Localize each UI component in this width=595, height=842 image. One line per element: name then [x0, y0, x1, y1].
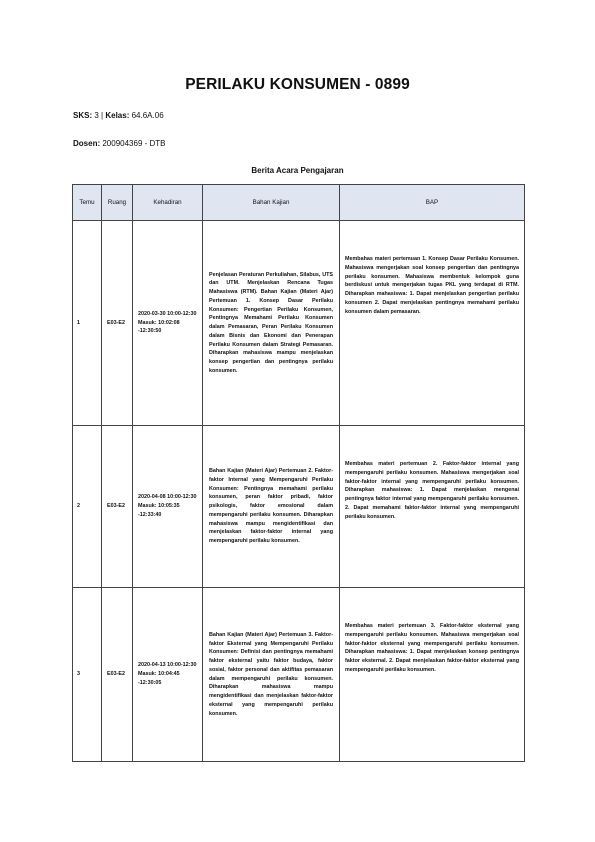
cell-bahan-kajian: Bahan Kajian (Materi Ajar) Pertemuan 2. Faktor-faktor Internal yang Mempengaruhi Perilaku Konsumen: Pentingnya memahami perilaku konsumen, peran faktor pribadi, faktor psikologis, faktor emosional dalam mempengaruhi perilaku konsumen. Diharapkan mahasiswa mampu mengidentifikasi dan menjelaskan faktor-faktor internal yang mempengaruhi perilaku konsumen. [203, 426, 340, 588]
table-header-row [73, 185, 525, 221]
sks-label: SKS: [73, 111, 93, 120]
table-row [73, 426, 525, 588]
dosen-value: 200904369 - DTB [102, 139, 166, 148]
column-header-bap: BAP [340, 185, 525, 221]
cell-temu: 3 [73, 588, 102, 762]
separator: | [101, 111, 104, 120]
kelas-label: Kelas: [105, 111, 130, 120]
cell-kehadiran: 2020-03-30 10:00-12:30 Masuk: 10:02:08 -12:30:50 [133, 221, 203, 426]
cell-bahan-kajian: Bahan Kajian (Materi Ajar) Pertemuan 3. Faktor-faktor Eksternal yang Mempengaruhi Perilaku Konsumen: Definisi dan pentingnya memahami faktor eksternal yaitu faktor budaya, faktor sosial, faktor personal dan aktifitas pemasaran dalam mempengaruhi perilaku konsumen. Diharapkan mahasiswa mampu mengidentifikasi dan menjelaskan faktor-faktor eksternal yang mempengaruhi perilaku konsumen. [203, 588, 340, 762]
table-row [73, 221, 525, 426]
column-header-bahan-kajian: Bahan Kajian [203, 185, 340, 221]
dosen-label: Dosen: [73, 139, 101, 148]
cell-bap [340, 588, 525, 762]
sks-value: 3 [94, 111, 99, 120]
cell-ruang: E03-E2 [102, 221, 133, 426]
cell-temu: 1 [73, 221, 102, 426]
table-caption: Berita Acara Pengajaran [251, 166, 344, 175]
column-header-kehadiran: Kehadiran [133, 185, 203, 221]
column-header-temu: Temu [73, 185, 102, 221]
cell-kehadiran: 2020-04-08 10:00-12:30 Masuk: 10:05:35 -12:33:40 [133, 426, 203, 588]
kelas-value: 64.6A.06 [131, 111, 164, 120]
cell-bap [340, 221, 525, 426]
cell-ruang: E03-E2 [102, 588, 133, 762]
bap-table [72, 184, 525, 762]
lecturer-info [73, 139, 166, 148]
bap-text: Membahas materi pertemuan 2. Faktor-faktor internal yang mempengaruhi perilaku konsumen. Mahasiswa mengerjakan soal faktor-faktor internal yang mempengaruhi perilaku konsumen. Diharapkan mahasiswa: 1. Dapat menjelaskan mengenai pentingnya faktor internal yang mempengaruhi perilaku konsumen. 2. Dapat memahami faktor-faktor internal yang mempengaruhi perilaku konsumen. [345, 461, 519, 520]
bap-text: Membahas materi pertemuan 1. Konsep Dasar Perilaku Konsumen. Mahasiswa mengerjakan soal konsep pengertian dan pentingnya perilaku konsumen. Mahasiswa membentuk kelompok guna berdiskusi untuk mengerjakan tugas PKL yang terdapat di RTM. Diharapkan mahasiswa: 1. Dapat menjelaskan pengertian perilaku konsumen 2. Dapat menjelaskan pentingnya memahami perilaku konsumen dalam pemasaran. [345, 256, 519, 315]
bap-text: Membahas materi pertemuan 3. Faktor-faktor eksternal yang mempengaruhi perilaku konsumen. Mahasiswa mengerjakan soal faktor-faktor eksternal yang mempengaruhi perilaku konsumen. Diharapkan mahasiswa: 1. Dapat menjelaskan konsep pentingnya faktor eksternal. 2. Dapat menjelaskan faktor-faktor eksternal yang mempengaruhi perilaku konsumen. [345, 623, 519, 673]
page-title: PERILAKU KONSUMEN - 0899 [185, 76, 410, 93]
table-row [73, 588, 525, 762]
cell-bap [340, 426, 525, 588]
course-info [73, 111, 164, 120]
column-header-ruang: Ruang [102, 185, 133, 221]
cell-ruang: E03-E2 [102, 426, 133, 588]
cell-temu: 2 [73, 426, 102, 588]
cell-kehadiran: 2020-04-13 10:00-12:30 Masuk: 10:04:45 -12:30:05 [133, 588, 203, 762]
cell-bahan-kajian: Penjelasan Peraturan Perkuliahan, Silabus, UTS dan UTM. Menjelaskan Rencana Tugas Mahasiswa (RTM). Bahan Kajian (Materi Ajar) Pertemuan 1. Konsep Dasar Perilaku Konsumen: Pengertian Perilaku Konsumen, Pentingnya Memahami Perilaku Konsumen dalam Pemasaran, Peran Perilaku Konsumen dalam Bisnis dan Ekonomi dan Penerapan Perilaku Konsumen dalam Strategi Pemasaran. Diharapkan mahasiswa mampu menjelaskan konsep pengertian dan pentingnya perilaku konsumen. [203, 221, 340, 426]
